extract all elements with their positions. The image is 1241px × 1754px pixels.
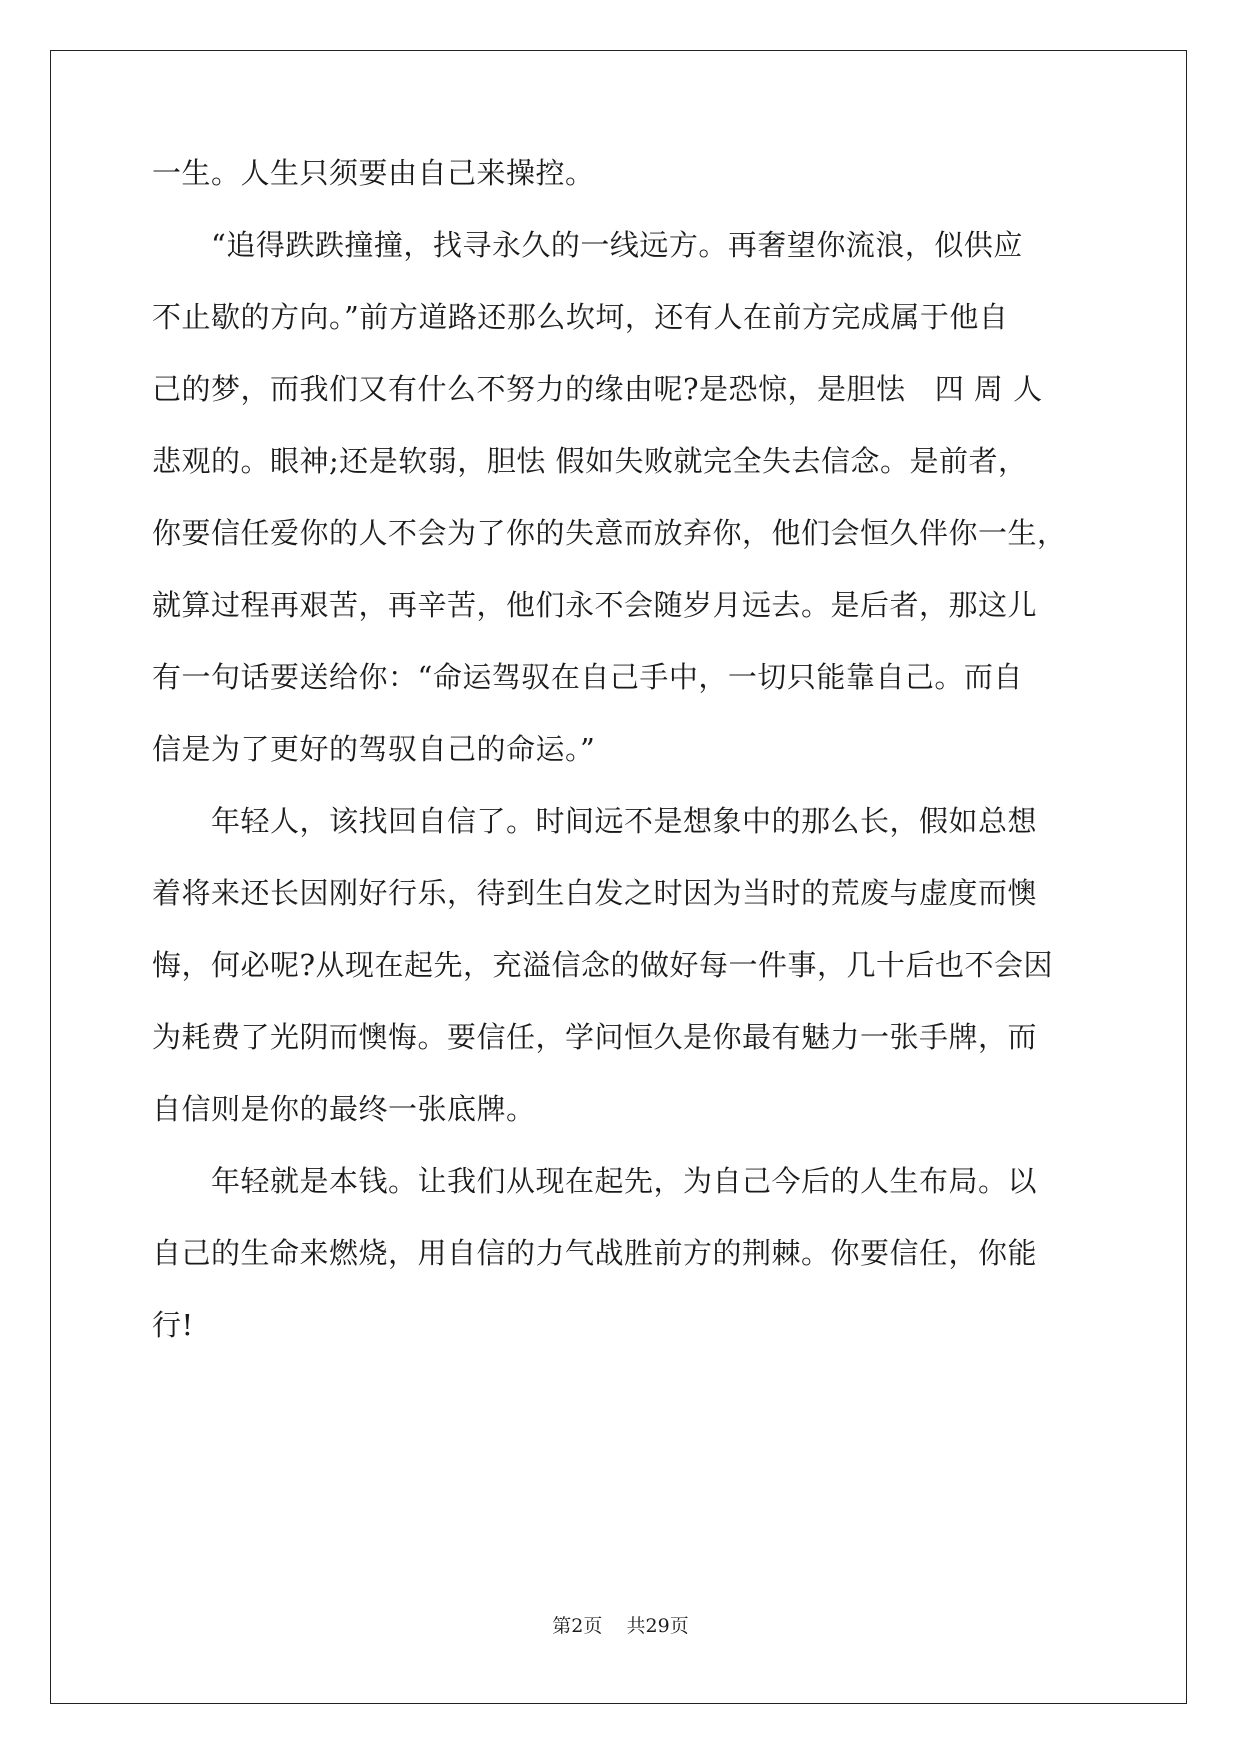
text-line: 一生。人生只须要由自己来操控。 [152,156,595,190]
text-line: 行! [152,1308,194,1342]
text-line: 为耗费了光阴而懊悔。要信任，学问恒久是你最有魅力一张手牌，而 [152,1020,1038,1054]
text-line: “追得跌跌撞撞，找寻永久的一线远方。再奢望你流浪，似供应 [211,228,1023,262]
text-line: 不止歇的方向。”前方道路还那么坎坷，还有人在前方完成属于他自 [152,300,1009,334]
text-line: 悲观的。眼神;还是软弱，胆怯 假如失败就完全失去信念。是前者， [152,444,1028,478]
text-line: 年轻就是本钱。让我们从现在起先，为自己今后的人生布局。以 [211,1164,1038,1198]
text-line: 你要信任爱你的人不会为了你的失意而放弃你，他们会恒久伴你一生， [152,516,1067,550]
text-line: 信是为了更好的驾驭自己的命运。” [152,732,596,766]
text-line: 年轻人，该找回自信了。时间远不是想象中的那么长，假如总想 [211,804,1038,838]
text-line: 自己的生命来燃烧，用自信的力气战胜前方的荆棘。你要信任，你能 [152,1236,1038,1270]
text-line: 己的梦，而我们又有什么不努力的缘由呢?是恐惊，是胆怯 四 周 人 [152,372,1043,406]
text-line: 自信则是你的最终一张底牌。 [152,1092,536,1126]
text-line: 悔，何必呢?从现在起先，充溢信念的做好每一件事，几十后也不会因 [152,948,1054,982]
text-line: 有一句话要送给你：“命运驾驭在自己手中，一切只能靠自己。而自 [152,660,1023,694]
text-line: 就算过程再艰苦，再辛苦，他们永不会随岁月远去。是后者，那这儿 [152,588,1038,622]
page-number-footer: 第2页 共29页 [552,1615,689,1637]
text-line: 着将来还长因刚好行乐，待到生白发之时因为当时的荒废与虚度而懊 [152,876,1038,910]
